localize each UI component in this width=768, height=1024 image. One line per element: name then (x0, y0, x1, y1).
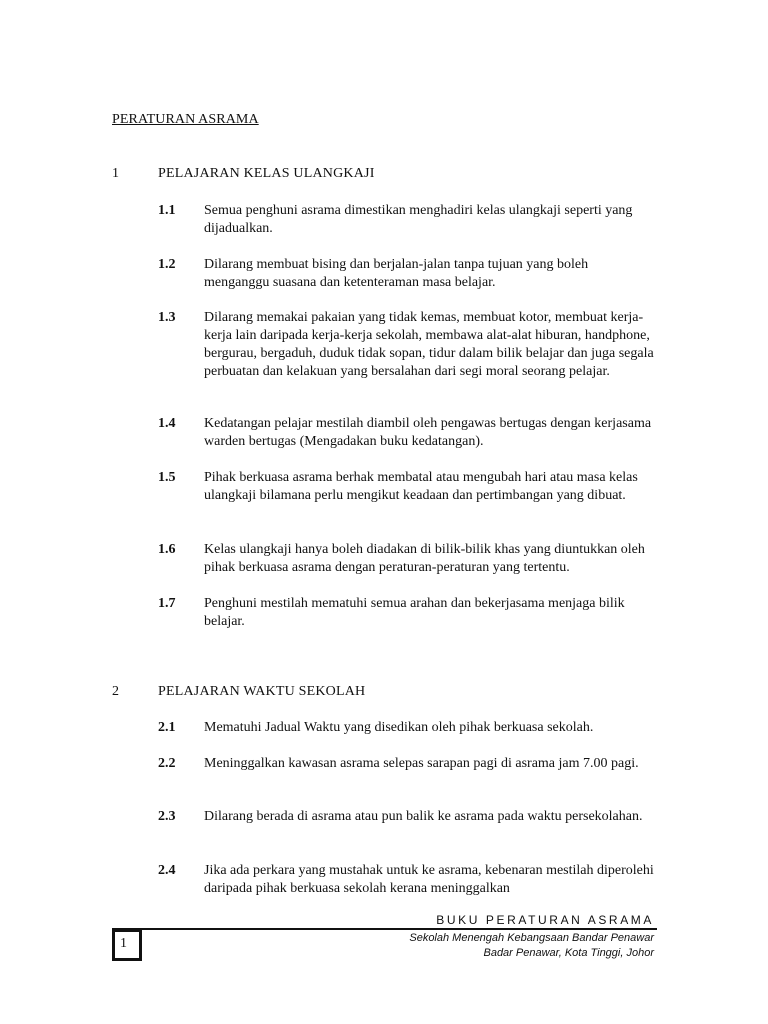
rule-number: 2.4 (158, 863, 176, 878)
document-title: PERATURAN ASRAMA (112, 112, 259, 127)
section-title: PELAJARAN WAKTU SEKOLAH (158, 684, 366, 699)
rule-number: 2.2 (158, 756, 176, 771)
footer-address: Badar Penawar, Kota Tinggi, Johor (483, 947, 654, 959)
rule-text: Kelas ulangkaji hanya boleh diadakan di bilik-bilik khas yang diuntukkan oleh pihak berkuasa asrama dengan peraturan-peraturan yang tertentu. (204, 542, 645, 575)
rule-number: 1.4 (158, 416, 176, 431)
rule-number: 1.1 (158, 203, 176, 218)
footer-title: BUKU PERATURAN ASRAMA (436, 913, 654, 927)
rule-number: 1.7 (158, 596, 176, 611)
rule-text: Dilarang memakai pakaian yang tidak kemas, membuat kotor, membuat kerja-kerja lain daripada kerja-kerja sekolah, membawa alat-alat hiburan, handphone, bergurau, bergaduh, duduk tidak sopan, tidur dalam bilik belajar dan juga segala perbuatan dan kelakuan yang bersalahan dari segi moral seorang pelajar. (204, 310, 654, 379)
footer-divider (112, 928, 657, 930)
rule-number: 1.5 (158, 470, 176, 485)
rule-text: Meninggalkan kawasan asrama selepas sarapan pagi di asrama jam 7.00 pagi. (204, 756, 639, 771)
rule-number: 1.3 (158, 310, 176, 325)
rule-text: Kedatangan pelajar mestilah diambil oleh pengawas bertugas dengan kerjasama warden bertugas (Mengadakan buku kedatangan). (204, 416, 652, 449)
rule-text: Penghuni mestilah mematuhi semua arahan dan bekerjasama menjaga bilik belajar. (204, 596, 625, 629)
rule-number: 1.6 (158, 542, 176, 557)
rule-text: Pihak berkuasa asrama berhak membatal atau mengubah hari atau masa kelas ulangkaji bilamana perlu mengikut keadaan dan pertimbangan yang dibuat. (204, 470, 638, 503)
rule-text: Jika ada perkara yang mustahak untuk ke asrama, kebenaran mestilah diperolehi daripada pihak berkuasa sekolah kerana meninggalkan (204, 863, 654, 896)
rule-number: 2.3 (158, 809, 176, 824)
section-number: 1 (112, 166, 119, 181)
rule-text: Semua penghuni asrama dimestikan menghadiri kelas ulangkaji seperti yang dijadualkan. (204, 203, 633, 236)
rule-number: 2.1 (158, 720, 176, 735)
rule-text: Mematuhi Jadual Waktu yang disedikan oleh pihak berkuasa sekolah. (204, 720, 594, 735)
rule-text: Dilarang berada di asrama atau pun balik ke asrama pada waktu persekolahan. (204, 809, 643, 824)
page-number-box (112, 929, 142, 961)
section-number: 2 (112, 684, 119, 699)
section-title: PELAJARAN KELAS ULANGKAJI (158, 166, 375, 181)
footer-school-name: Sekolah Menengah Kebangsaan Bandar Penawar (409, 932, 654, 944)
page-number: 1 (120, 936, 127, 951)
rule-number: 1.2 (158, 257, 176, 272)
rule-text: Dilarang membuat bising dan berjalan-jalan tanpa tujuan yang boleh menganggu suasana dan ketenteraman masa belajar. (204, 257, 589, 290)
